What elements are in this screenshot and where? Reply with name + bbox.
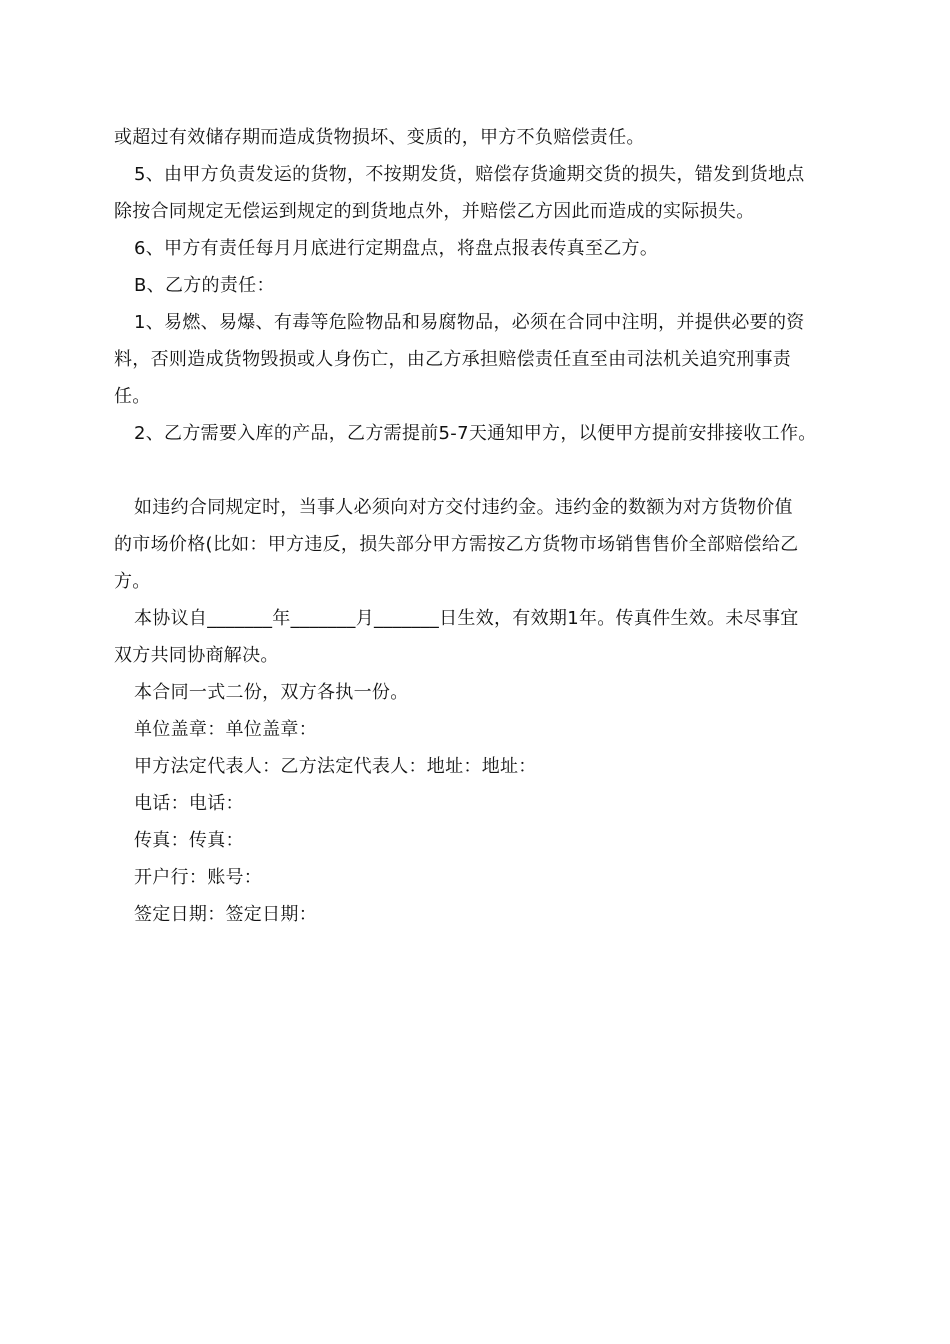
representative-field: 甲方法定代表人：乙方法定代表人：地址：地址：: [134, 756, 537, 777]
text-line: 5、由甲方负责发运的货物，不按期发货，赔偿存货逾期交货的损失，错发到货地点: [134, 164, 805, 185]
text-line: 6、甲方有责任每月月底进行定期盘点，将盘点报表传真至乙方。: [134, 238, 659, 259]
text-line: 任。: [114, 386, 151, 407]
section-heading: B、乙方的责任：: [134, 275, 275, 296]
text-line: 或超过有效储存期而造成货物损坏、变质的，甲方不负赔偿责任。: [114, 127, 645, 148]
text-line: 的市场价格(比如：甲方违反，损失部分甲方需按乙方货物市场销售售价全部赔偿给乙: [114, 534, 799, 555]
sign-date-field: 签定日期：签定日期：: [134, 904, 317, 925]
text-line: 双方共同协商解决。: [114, 645, 279, 666]
document-body: [114, 119, 850, 933]
fax-field: 传真：传真：: [134, 830, 244, 851]
text-line: 1、易燃、易爆、有毒等危险物品和易腐物品，必须在合同中注明，并提供必要的资: [134, 312, 805, 333]
seal-field: 单位盖章：单位盖章：: [134, 719, 317, 740]
text-line: 本协议自_______年_______月_______日生效，有效期1年。传真件生效。未尽事宜: [134, 608, 799, 629]
text-line: 除按合同规定无偿运到规定的到货地点外，并赔偿乙方因此而造成的实际损失。: [114, 201, 755, 222]
text-line: 本合同一式二份，双方各执一份。: [134, 682, 409, 703]
paragraph-gap: [114, 452, 850, 489]
text-line: 2、乙方需要入库的产品，乙方需提前5-7天通知甲方，以便甲方提前安排接收工作。: [134, 423, 817, 444]
text-line: 如违约合同规定时，当事人必须向对方交付违约金。违约金的数额为对方货物价值: [134, 497, 793, 518]
text-line: 方。: [114, 571, 151, 592]
bank-field: 开户行：账号：: [134, 867, 263, 888]
text-line: 料，否则造成货物毁损或人身伤亡，由乙方承担赔偿责任直至由司法机关追究刑事责: [114, 349, 792, 370]
phone-field: 电话：电话：: [134, 793, 244, 814]
